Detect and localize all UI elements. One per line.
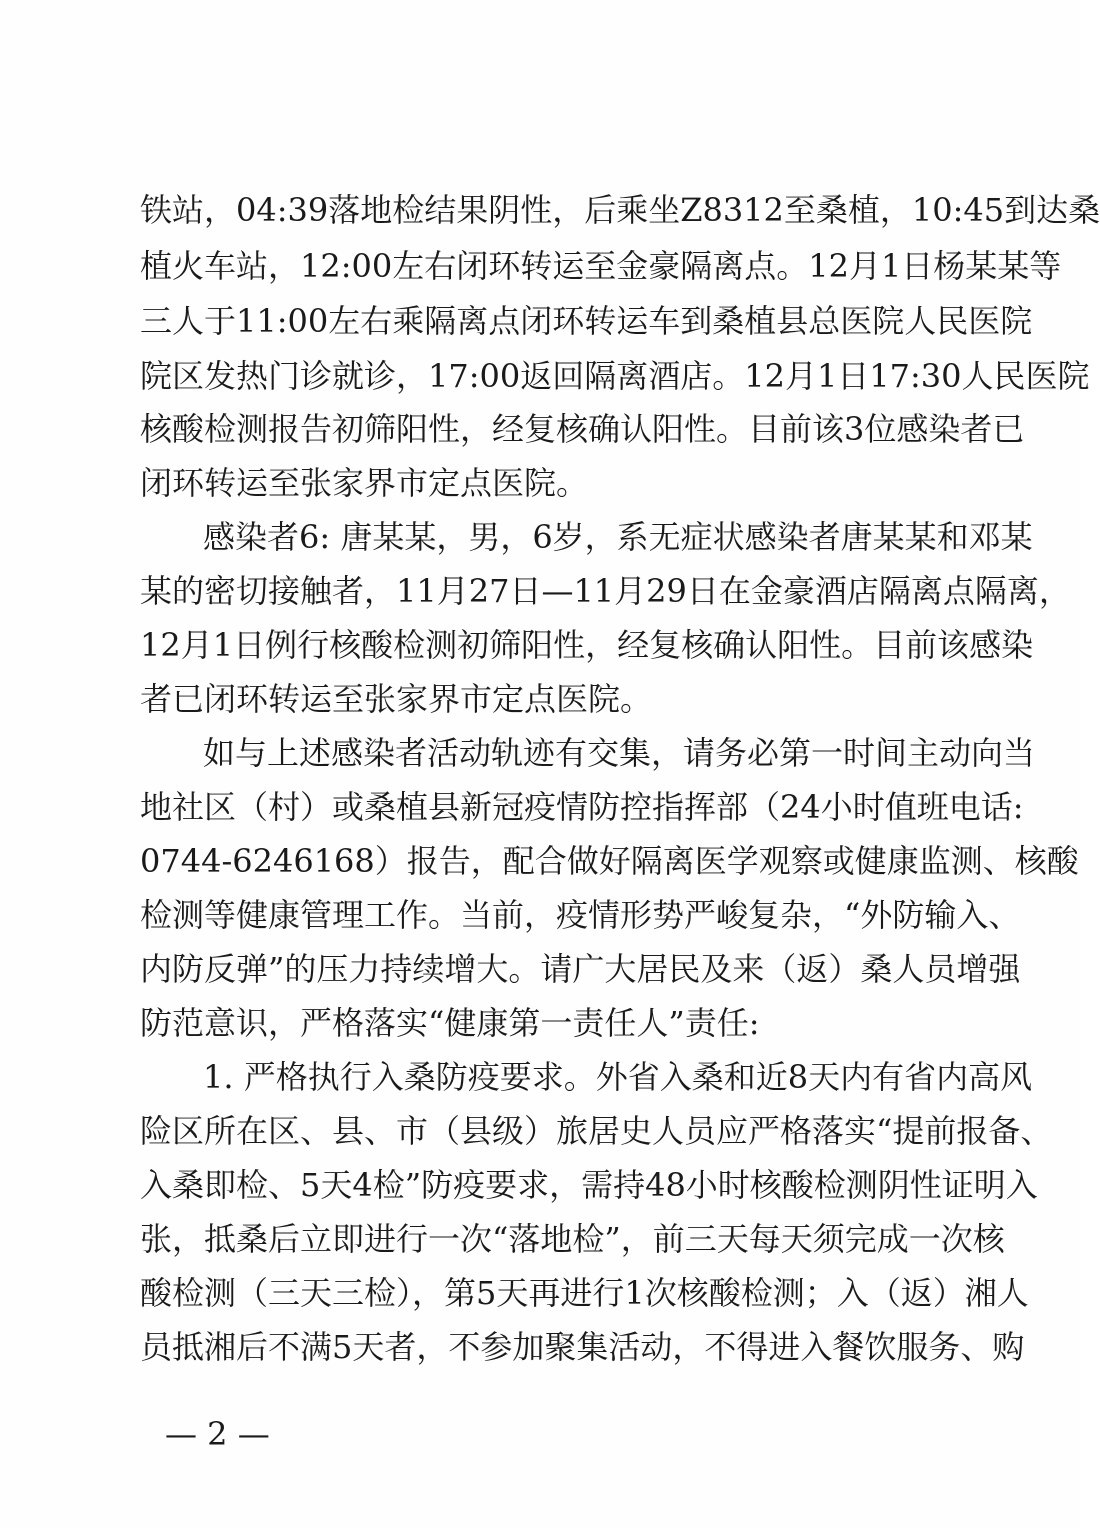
text-line-8: 某的密切接触者，11月27日—11月29日在金豪酒店隔离点隔离，	[140, 572, 1071, 610]
text-line-1: 铁站，04:39落地检结果阴性，后乘坐Z8312至桑植，10:45到达桑	[140, 191, 1100, 229]
text-line-2: 植火车站，12:00左右闭环转运至金豪隔离点。12月1日杨某某等	[140, 247, 1062, 285]
text-line-15: 内防反弹”的压力持续增大。请广大居民及来（返）桑人员增强	[140, 950, 1021, 988]
text-line-4: 院区发热门诊就诊，17:00返回隔离酒店。12月1日17:30人民医院	[140, 357, 1090, 395]
text-line-3: 三人于11:00左右乘隔离点闭环转运车到桑植县总医院人民医院	[140, 302, 1033, 340]
text-line-7: 感染者6: 唐某某，男，6岁，系无症状感染者唐某某和邓某	[203, 518, 1033, 556]
text-line-11: 如与上述感染者活动轨迹有交集，请务必第一时间主动向当	[203, 734, 1036, 772]
text-line-16: 防范意识，严格落实“健康第一责任人”责任:	[140, 1004, 760, 1042]
text-line-18: 险区所在区、县、市（县级）旅居史人员应严格落实“提前报备、	[140, 1112, 1053, 1150]
text-line-10: 者已闭环转运至张家界市定点医院。	[140, 680, 653, 718]
text-line-13: 0744-6246168）报告，配合做好隔离医学观察或健康监测、核酸	[140, 842, 1079, 880]
page-number: — 2 —	[165, 1415, 270, 1453]
text-line-5: 核酸检测报告初筛阳性，经复核确认阳性。目前该3位感染者已	[140, 410, 1025, 448]
text-line-21: 酸检测（三天三检），第5天再进行1次核酸检测；入（返）湘人	[140, 1274, 1029, 1312]
text-line-6: 闭环转运至张家界市定点医院。	[140, 464, 589, 502]
text-line-19: 入桑即检、5天4检”防疫要求，需持48小时核酸检测阴性证明入	[140, 1166, 1038, 1204]
text-line-17: 1. 严格执行入桑防疫要求。外省入桑和近8天内有省内高风	[203, 1058, 1033, 1096]
text-line-12: 地社区（村）或桑植县新冠疫情防控指挥部（24小时值班电话:	[140, 788, 1024, 826]
text-line-9: 12月1日例行核酸检测初筛阳性，经复核确认阳性。目前该感染	[140, 626, 1034, 664]
text-line-22: 员抵湘后不满5天者，不参加聚集活动，不得进入餐饮服务、购	[140, 1328, 1025, 1366]
text-line-14: 检测等健康管理工作。当前，疫情形势严峻复杂，“外防输入、	[140, 896, 1021, 934]
text-line-20: 张，抵桑后立即进行一次“落地检”，前三天每天须完成一次核	[140, 1220, 1005, 1258]
